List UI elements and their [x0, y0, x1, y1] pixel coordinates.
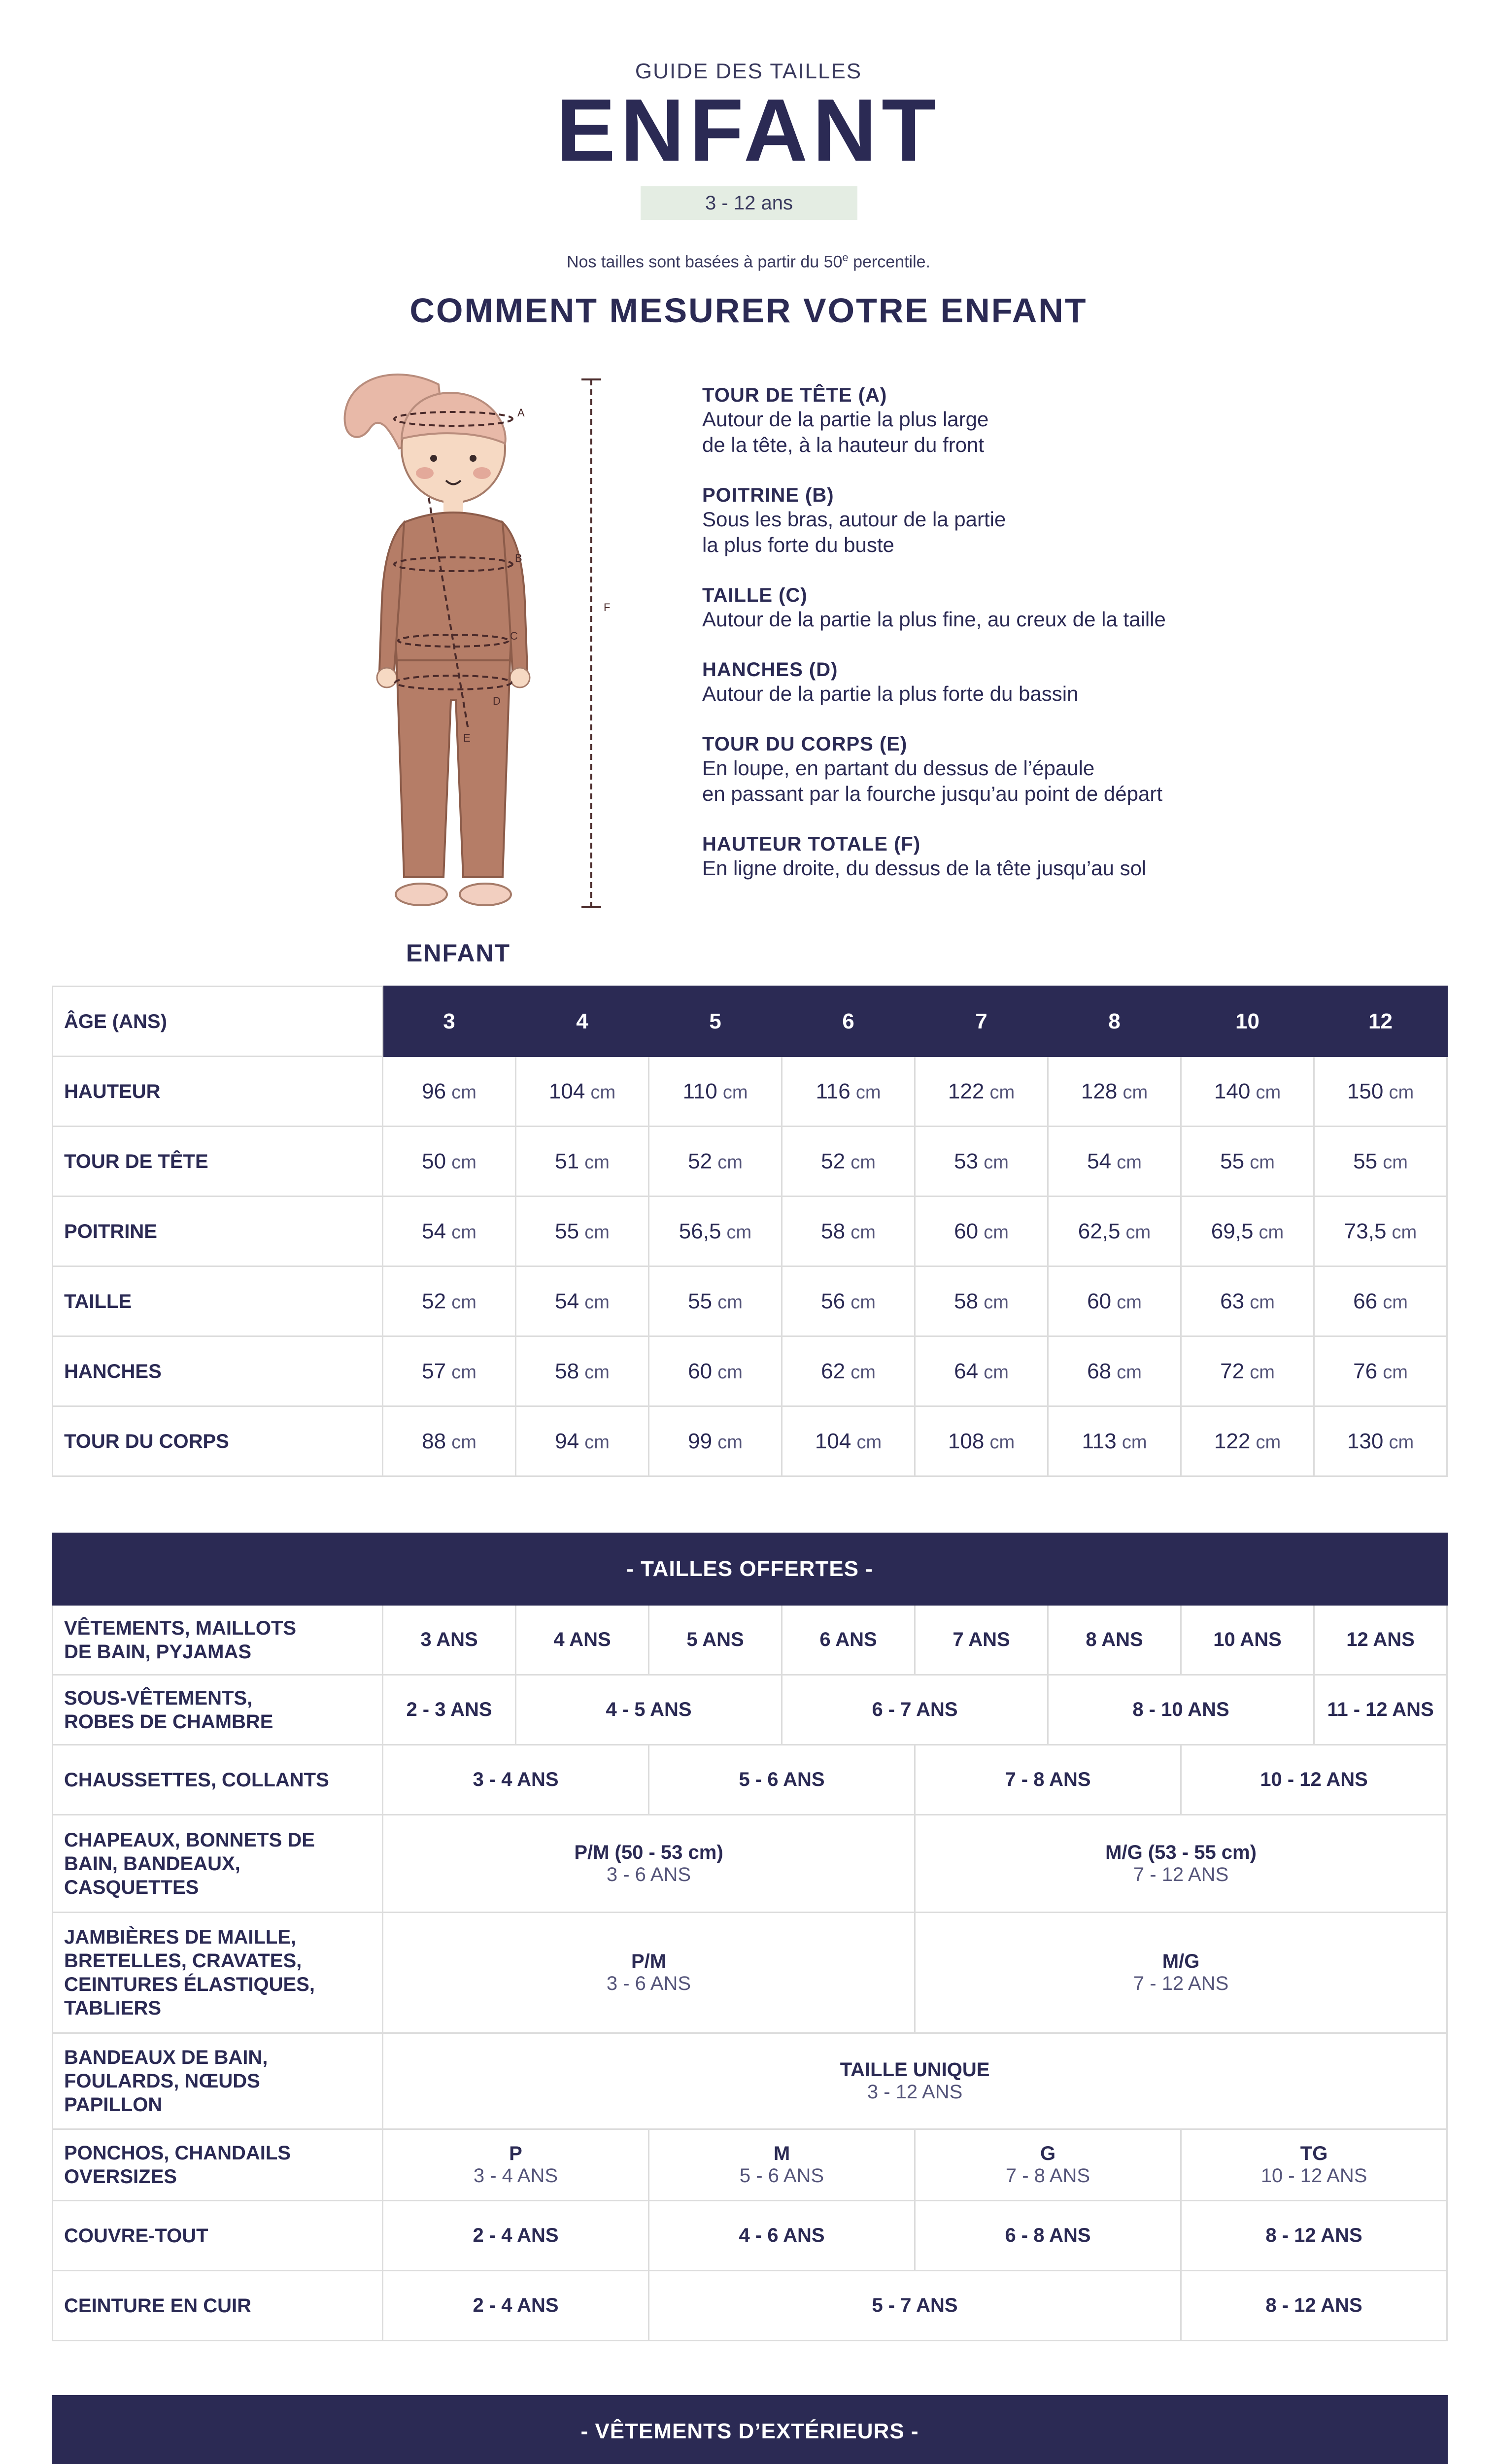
size-cell: 2 - 4 ANS [383, 2201, 649, 2271]
size-cell: P/M 3 - 6 ANS [383, 1913, 915, 2033]
size-cell: 8 - 12 ANS [1181, 2271, 1447, 2341]
offered-sizes-banner: - TAILLES OFFERTES - [53, 1534, 1447, 1605]
table-row [53, 1605, 1447, 1675]
how-to-measure-heading: COMMENT MESURER VOTRE ENFANT [409, 291, 1088, 330]
measurement-cell: 150 cm [1314, 1057, 1447, 1127]
row-label: CEINTURE EN CUIR [53, 2271, 383, 2341]
measurement-cell: 55 cm [516, 1197, 649, 1266]
measurement-cell: 56,5 cm [649, 1197, 782, 1266]
marker-b: B [515, 552, 522, 564]
measurement-cell: 94 cm [516, 1406, 649, 1476]
measurement-cell: 52 cm [383, 1266, 516, 1336]
table-row [53, 2201, 1447, 2271]
row-label: CHAPEAUX, BONNETS DE BAIN, BANDEAUX, CASQUETTES [53, 1815, 383, 1913]
table-row [53, 1057, 1447, 1127]
table-row [53, 2033, 1447, 2129]
age-range-badge: 3 - 12 ans [641, 186, 857, 220]
row-label: COUVRE-TOUT [53, 2201, 383, 2271]
age-header-label: ÂGE (ANS) [53, 987, 383, 1057]
row-label: PONCHOS, CHANDAILS OVERSIZES [53, 2129, 383, 2201]
table-row [53, 1913, 1447, 2033]
measurement-cell: 88 cm [383, 1406, 516, 1476]
measurement-cell: 60 cm [649, 1336, 782, 1406]
size-cell: 7 ANS [915, 1605, 1048, 1675]
measurement-cell: 58 cm [915, 1266, 1048, 1336]
marker-f: F [604, 601, 611, 614]
age-header: 7 [915, 987, 1048, 1057]
size-cell: TG 10 - 12 ANS [1181, 2129, 1447, 2201]
size-cell: 5 ANS [649, 1605, 782, 1675]
measurement-cell: 66 cm [1314, 1266, 1447, 1336]
size-cell: M/G 7 - 12 ANS [915, 1913, 1447, 2033]
row-label: SOUS-VÊTEMENTS, ROBES DE CHAMBRE [53, 1675, 383, 1745]
measurement-cell: 53 cm [915, 1127, 1048, 1197]
size-cell: 2 - 4 ANS [383, 2271, 649, 2341]
guide-eyebrow: GUIDE DES TAILLES [635, 59, 862, 83]
table-row [53, 1266, 1447, 1336]
measurement-cell: 72 cm [1181, 1336, 1314, 1406]
measurement-cell: 62,5 cm [1048, 1197, 1181, 1266]
size-cell: 3 - 4 ANS [383, 1745, 649, 1815]
illustration-label: ENFANT [406, 939, 510, 967]
table-row [53, 1675, 1447, 1745]
outdoor-banner: - VÊTEMENTS D’EXTÉRIEURS - [53, 2396, 1447, 2464]
measure-height: HAUTEUR TOTALE (F) En ligne droite, du dessus de la tête jusqu’au sol [702, 833, 1147, 880]
measure-hips: HANCHES (D) Autour de la partie la plus forte du bassin [702, 659, 1079, 705]
measurement-cell: 110 cm [649, 1057, 782, 1127]
size-cell: 6 ANS [782, 1605, 915, 1675]
row-label: POITRINE [53, 1197, 383, 1266]
table-row [53, 1197, 1447, 1266]
marker-a: A [517, 407, 525, 419]
measurement-cell: 108 cm [915, 1406, 1048, 1476]
size-cell: 4 - 6 ANS [649, 2201, 915, 2271]
percentile-note: Nos tailles sont basées à partir du 50e percentile. [566, 251, 930, 272]
child-measurement-illustration [315, 355, 621, 936]
measurement-cell: 55 cm [649, 1266, 782, 1336]
table-row [53, 1745, 1447, 1815]
table-row [53, 1815, 1447, 1913]
size-cell: 10 ANS [1181, 1605, 1314, 1675]
size-cell: 6 - 8 ANS [915, 2201, 1181, 2271]
size-cell: 4 ANS [516, 1605, 649, 1675]
size-cell: 8 ANS [1048, 1605, 1181, 1675]
measurement-cell: 128 cm [1048, 1057, 1181, 1127]
size-cell: 10 - 12 ANS [1181, 1745, 1447, 1815]
measurement-cell: 113 cm [1048, 1406, 1181, 1476]
measurement-cell: 122 cm [915, 1057, 1048, 1127]
size-cell: 8 - 10 ANS [1048, 1675, 1314, 1745]
measurement-cell: 122 cm [1181, 1406, 1314, 1476]
measurement-cell: 55 cm [1314, 1127, 1447, 1197]
measurement-cell: 96 cm [383, 1057, 516, 1127]
size-cell: 7 - 8 ANS [915, 1745, 1181, 1815]
measurement-cell: 130 cm [1314, 1406, 1447, 1476]
measurement-cell: 104 cm [516, 1057, 649, 1127]
row-label: BANDEAUX DE BAIN, FOULARDS, NŒUDS PAPILLON [53, 2033, 383, 2129]
size-cell: M/G (53 - 55 cm) 7 - 12 ANS [915, 1815, 1447, 1913]
row-label: JAMBIÈRES DE MAILLE, BRETELLES, CRAVATES, CEINTURES ÉLASTIQUES, TABLIERS [53, 1913, 383, 2033]
measurement-cell: 55 cm [1181, 1127, 1314, 1197]
measurement-cell: 69,5 cm [1181, 1197, 1314, 1266]
size-cell: 5 - 6 ANS [649, 1745, 915, 1815]
measurement-cell: 73,5 cm [1314, 1197, 1447, 1266]
size-cell: P 3 - 4 ANS [383, 2129, 649, 2201]
age-header: 12 [1314, 987, 1447, 1057]
measurement-cell: 99 cm [649, 1406, 782, 1476]
size-cell: P/M (50 - 53 cm) 3 - 6 ANS [383, 1815, 915, 1913]
age-header: 6 [782, 987, 915, 1057]
measurement-cell: 54 cm [1048, 1127, 1181, 1197]
page-title: ENFANT [556, 81, 941, 180]
age-header: 8 [1048, 987, 1181, 1057]
size-cell: 2 - 3 ANS [383, 1675, 516, 1745]
measurement-cell: 56 cm [782, 1266, 915, 1336]
table-row [53, 1127, 1447, 1197]
measurement-cell: 104 cm [782, 1406, 915, 1476]
row-label: CHAUSSETTES, COLLANTS [53, 1745, 383, 1815]
table-row [53, 2129, 1447, 2201]
row-label: TOUR DU CORPS [53, 1406, 383, 1476]
row-label: TOUR DE TÊTE [53, 1127, 383, 1197]
size-chart-table [52, 986, 1448, 1477]
size-cell: 3 ANS [383, 1605, 516, 1675]
measure-body: TOUR DU CORPS (E) En loupe, en partant du dessus de l’épaule en passant par la fourche jusqu’au point de départ [702, 733, 1162, 805]
measurement-instructions [702, 384, 1293, 908]
row-label: TAILLE [53, 1266, 383, 1336]
offered-sizes-table [52, 1533, 1448, 2341]
measurement-cell: 62 cm [782, 1336, 915, 1406]
size-cell: 11 - 12 ANS [1314, 1675, 1447, 1745]
size-cell: TAILLE UNIQUE 3 - 12 ANS [383, 2033, 1447, 2129]
size-cell: 12 ANS [1314, 1605, 1447, 1675]
measurement-cell: 140 cm [1181, 1057, 1314, 1127]
measurement-cell: 60 cm [1048, 1266, 1181, 1336]
size-cell: 6 - 7 ANS [782, 1675, 1048, 1745]
measure-head: TOUR DE TÊTE (A) Autour de la partie la plus large de la tête, à la hauteur du front [702, 384, 989, 456]
measurement-cell: 116 cm [782, 1057, 915, 1127]
measure-waist: TAILLE (C) Autour de la partie la plus fine, au creux de la taille [702, 584, 1166, 631]
measurement-cell: 68 cm [1048, 1336, 1181, 1406]
table-row [53, 1336, 1447, 1406]
size-cell: M 5 - 6 ANS [649, 2129, 915, 2201]
measurement-cell: 52 cm [649, 1127, 782, 1197]
measurement-cell: 63 cm [1181, 1266, 1314, 1336]
measurement-cell: 54 cm [516, 1266, 649, 1336]
row-label: HANCHES [53, 1336, 383, 1406]
row-label: HAUTEUR [53, 1057, 383, 1127]
marker-c: C [510, 630, 518, 642]
age-header: 4 [516, 987, 649, 1057]
marker-d: D [493, 695, 501, 707]
outdoor-clothing-table [52, 2395, 1448, 2464]
size-header-row [53, 987, 1447, 1057]
size-cell: G 7 - 8 ANS [915, 2129, 1181, 2201]
measurement-cell: 64 cm [915, 1336, 1048, 1406]
measurement-cell: 58 cm [516, 1336, 649, 1406]
measurement-cell: 51 cm [516, 1127, 649, 1197]
age-header: 5 [649, 987, 782, 1057]
measurement-cell: 76 cm [1314, 1336, 1447, 1406]
age-header: 10 [1181, 987, 1314, 1057]
measure-chest: POITRINE (B) Sous les bras, autour de la partie la plus forte du buste [702, 484, 1006, 556]
table-row [53, 1406, 1447, 1476]
table-row [53, 2271, 1447, 2341]
size-cell: 8 - 12 ANS [1181, 2201, 1447, 2271]
marker-e: E [463, 732, 471, 744]
measurement-cell: 57 cm [383, 1336, 516, 1406]
measurement-cell: 50 cm [383, 1127, 516, 1197]
size-cell: 5 - 7 ANS [649, 2271, 1181, 2341]
measurement-cell: 60 cm [915, 1197, 1048, 1266]
size-cell: 4 - 5 ANS [516, 1675, 782, 1745]
measurement-cell: 52 cm [782, 1127, 915, 1197]
measurement-cell: 58 cm [782, 1197, 915, 1266]
measurement-cell: 54 cm [383, 1197, 516, 1266]
row-label: VÊTEMENTS, MAILLOTS DE BAIN, PYJAMAS [53, 1605, 383, 1675]
age-header: 3 [383, 987, 516, 1057]
